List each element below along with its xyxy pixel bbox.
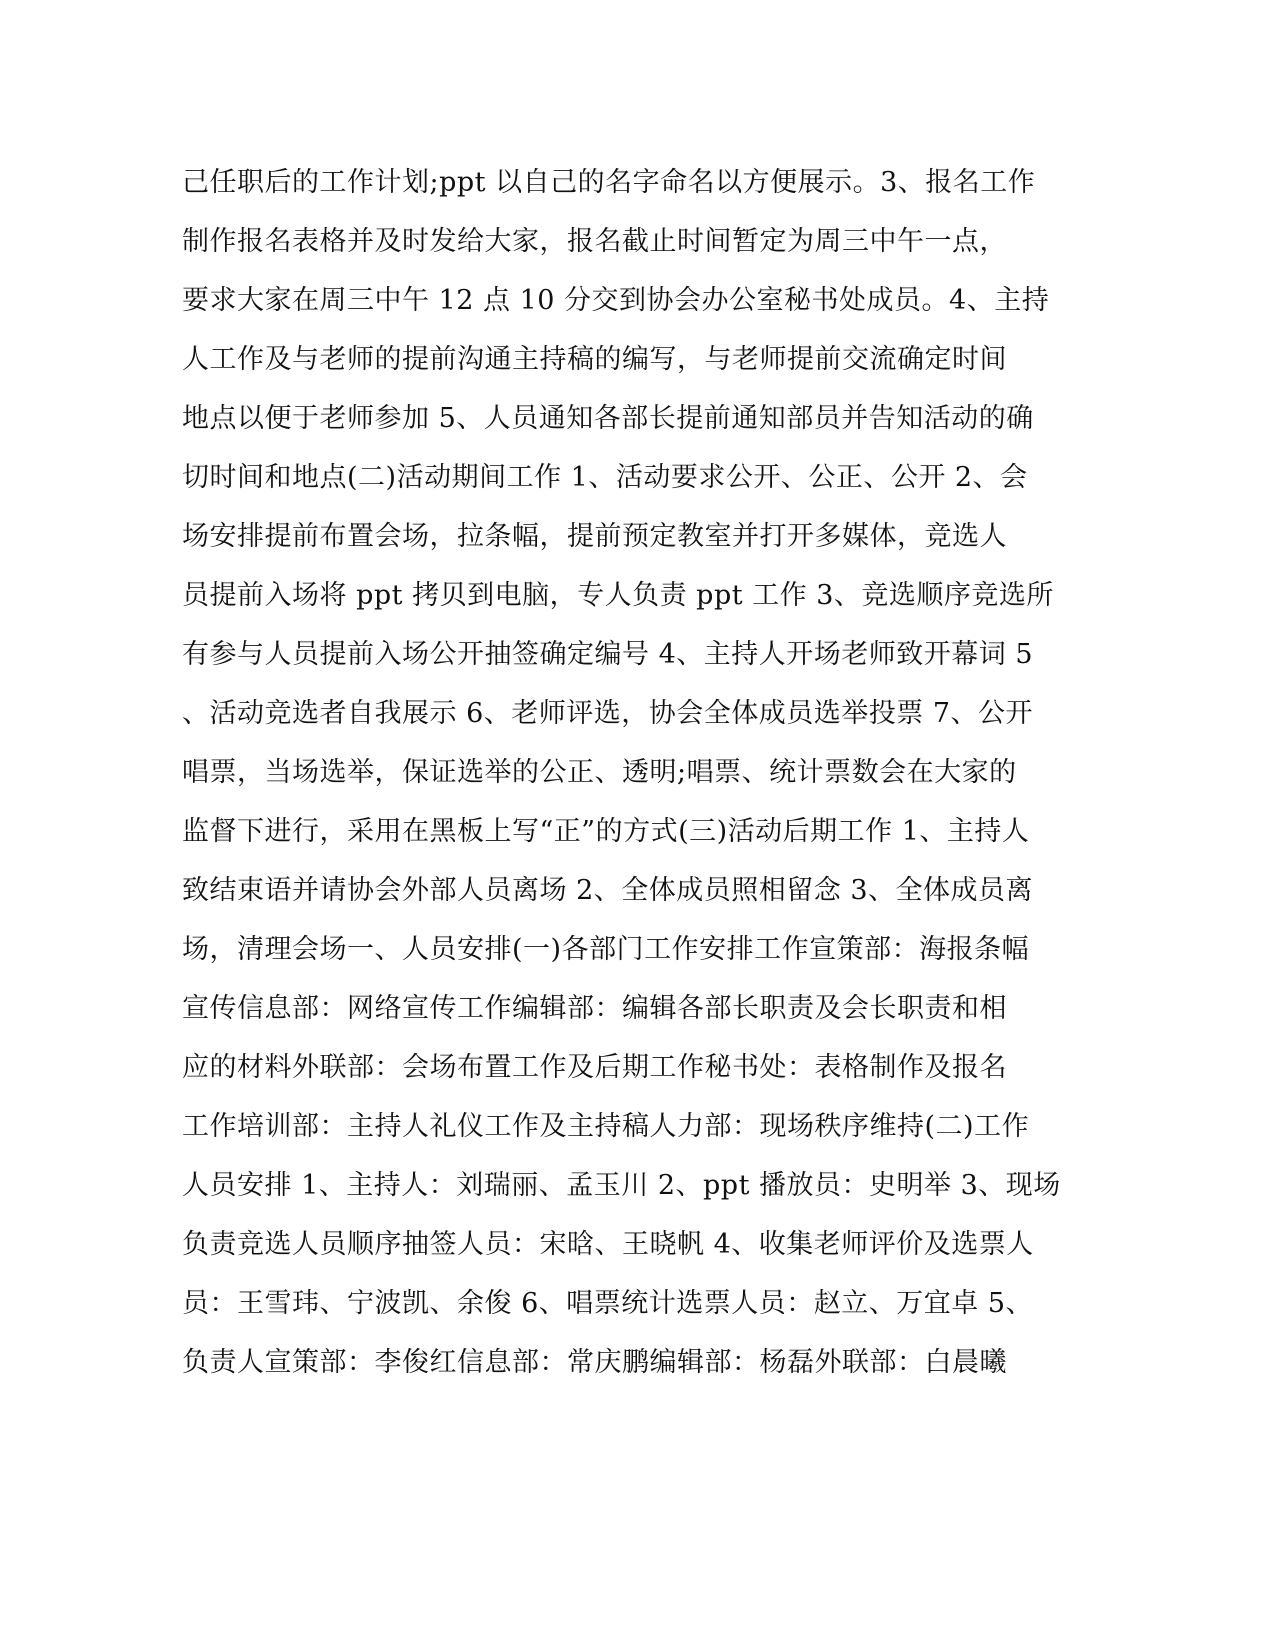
- text-line: 地点以便于老师参加 5、人员通知各部长提前通知部员并告知活动的确: [182, 403, 1034, 434]
- text-line: 唱票，当场选举，保证选举的公正、透明;唱票、统计票数会在大家的: [182, 757, 1017, 788]
- text-line: 己任职后的工作计划;ppt 以自己的名字命名以方便展示。3、报名工作: [182, 167, 1036, 198]
- text-line: 负责竞选人员顺序抽签人员：宋晗、王晓帆 4、收集老师评价及选票人: [182, 1229, 1034, 1260]
- text-line: 宣传信息部：网络宣传工作编辑部：编辑各部长职责及会长职责和相: [182, 993, 1007, 1024]
- text-line: 致结束语并请协会外部人员离场 2、全体成员照相留念 3、全体成员离: [182, 875, 1034, 906]
- text-line: 员提前入场将 ppt 拷贝到电脑，专人负责 ppt 工作 3、竞选顺序竞选所: [182, 580, 1054, 611]
- body-text: [182, 158, 1062, 1397]
- text-line: 员：王雪玮、宁波凯、余俊 6、唱票统计选票人员：赵立、万宜卓 5、: [182, 1288, 1034, 1319]
- text-line: 场，清理会场一、人员安排(一)各部门工作安排工作宣策部：海报条幅: [182, 934, 1030, 965]
- text-line: 场安排提前布置会场，拉条幅，提前预定教室并打开多媒体，竞选人: [182, 521, 1007, 552]
- text-line: 有参与人员提前入场公开抽签确定编号 4、主持人开场老师致开幕词 5: [182, 639, 1034, 670]
- text-line: 、活动竞选者自我展示 6、老师评选，协会全体成员选举投票 7、公开: [182, 698, 1034, 729]
- text-line: 切时间和地点(二)活动期间工作 1、活动要求公开、公正、公开 2、会: [182, 462, 1028, 493]
- text-line: 人工作及与老师的提前沟通主持稿的编写，与老师提前交流确定时间: [182, 344, 1007, 375]
- text-line: 要求大家在周三中午 12 点 10 分交到协会办公室秘书处成员。4、主持: [182, 285, 1050, 316]
- text-line: 负责人宣策部：李俊红信息部：常庆鹏编辑部：杨磊外联部：白晨曦: [182, 1347, 1007, 1378]
- text-line: 应的材料外联部：会场布置工作及后期工作秘书处：表格制作及报名: [182, 1052, 1007, 1083]
- text-line: 人员安排 1、主持人：刘瑞丽、孟玉川 2、ppt 播放员：史明举 3、现场: [182, 1170, 1061, 1201]
- text-line: 工作培训部：主持人礼仪工作及主持稿人力部：现场秩序维持(二)工作: [182, 1111, 1030, 1142]
- text-line: 监督下进行，采用在黑板上写“正”的方式(三)活动后期工作 1、主持人: [182, 816, 1030, 847]
- text-line: 制作报名表格并及时发给大家，报名截止时间暂定为周三中午一点，: [182, 226, 1007, 257]
